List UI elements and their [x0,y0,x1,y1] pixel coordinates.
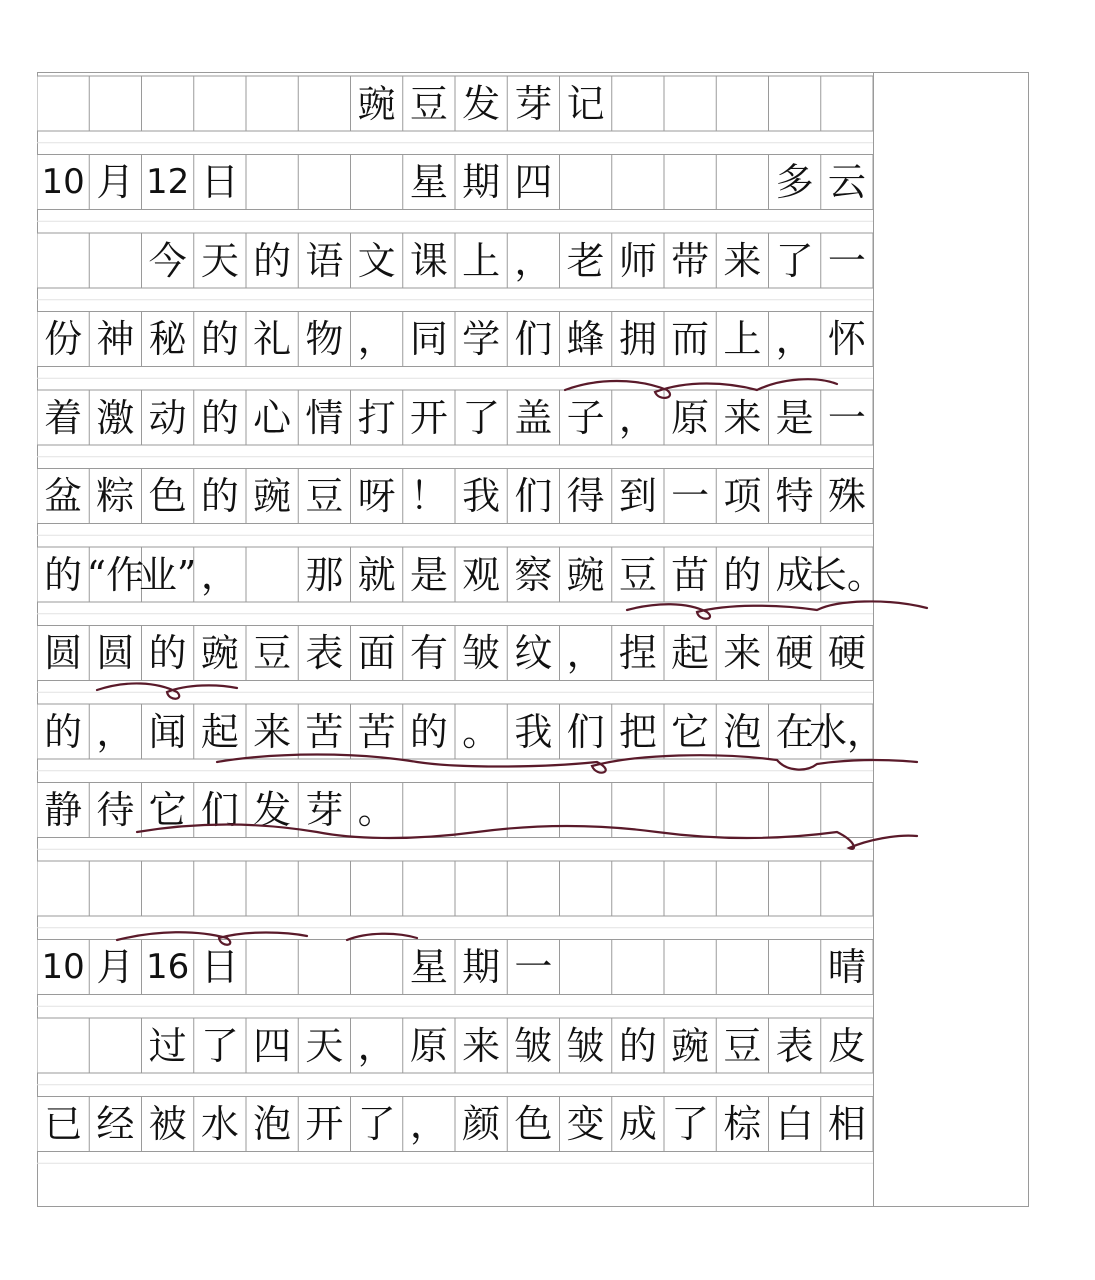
text-row [37,233,873,288]
grid-cell: 月 [96,945,135,989]
grid-cell [612,861,664,916]
grid-cell: 原 [671,395,710,440]
grid-cell: 成 [618,1102,657,1146]
grid-cell: 10 [41,947,85,987]
grid-cell: 拥 [618,317,657,361]
grid-cell: 的 [44,552,83,597]
grid-cell: ， [200,552,239,597]
grid-cell: 一 [514,945,553,989]
grid-cell: 学 [462,317,501,361]
grid-cell: 它 [671,709,710,754]
grid-cell: 一 [671,474,710,518]
grid-cell: 察 [514,552,553,597]
grid-cell: ， [409,1102,448,1146]
title-char [142,76,194,131]
grid-cell [769,861,821,916]
grid-cell: 礼 [253,317,292,361]
grid-cell: 月 [96,160,135,204]
grid-cell: 豆 [305,474,344,518]
title-char [89,76,141,131]
grid-cell [821,783,873,838]
grid-cell [769,783,821,838]
blank-row [37,861,873,916]
grid-cell [821,861,873,916]
grid-cell: 一 [827,395,866,440]
grid-cell: 圆 [44,631,83,675]
grid-cell: 表 [775,1023,814,1068]
grid-cell [351,861,403,916]
grid-cell: ， [618,395,657,440]
grid-cell: ！ [409,474,448,518]
grid-cell: ， [566,631,605,675]
grid-cell: 豆 [723,1023,762,1068]
grid-cell: 硬 [775,631,814,675]
grid-cell: 星 [409,945,448,989]
grid-cell: 情 [305,395,344,440]
grid-cell: 多 [775,160,814,204]
grid-cell [246,155,298,210]
grid-cell [246,861,298,916]
grid-cell [403,783,455,838]
title-char: 发 [462,81,501,126]
grid-cell: 豆 [618,552,657,597]
grid-cell: 已 [44,1102,83,1146]
grid-cell: ， [775,317,814,361]
grid-cell: 打 [357,395,396,440]
grid-cell [560,861,612,916]
grid-cell: 来 [723,631,762,675]
grid-cell: 我 [462,474,501,518]
grid-cell: 水， [808,709,885,754]
grid-cell [560,155,612,210]
text-row [37,547,885,602]
title-char [37,76,89,131]
title-char: 记 [566,81,605,126]
grid-cell: 四 [514,160,553,204]
grid-cell: 了 [671,1102,710,1146]
grid-cell: 是 [775,395,814,440]
grid-cell: 今 [148,238,187,283]
grid-cell: 文 [357,238,396,283]
grid-cell: 蜂 [566,317,605,361]
grid-cell: 的 [44,709,83,754]
grid-cell: 了 [200,1023,239,1068]
essay-grid-paper [37,72,1029,1207]
grid-cell: 呀 [357,474,396,518]
grid-cell: 开 [305,1102,344,1146]
grid-cell [37,1018,89,1073]
text-row [37,390,873,445]
grid-cell: 一 [827,238,866,283]
grid-cell: 圆 [96,631,135,675]
date-row [37,155,873,210]
grid-cell: 的 [618,1023,657,1068]
grid-cell: 原 [409,1023,448,1068]
grid-cell [298,940,350,995]
grid-cell: 动 [148,395,187,440]
grid-cell: ， [357,1023,396,1068]
grid-cell: 豌 [566,552,605,597]
grid-cell: 成 [775,552,814,597]
grid-cell: 们 [200,788,239,832]
grid-cell: 表 [305,631,344,675]
grid-cell: 们 [566,709,605,754]
grid-cell: 水 [200,1102,239,1146]
grid-cell: 的 [148,631,187,675]
grid-cell: 色 [148,474,187,518]
grid-cell [507,783,559,838]
grid-cell: 来 [253,709,292,754]
title-char [612,76,664,131]
grid-cell: 而 [671,317,710,361]
grid-cell [612,940,664,995]
title-row [37,76,873,131]
grid-cell: 课 [409,238,448,283]
grid-cell [89,233,141,288]
grid-cell: 们 [514,317,553,361]
grid-cell [716,155,768,210]
grid-cell: 子 [566,395,605,440]
grid-cell: 变 [566,1102,605,1146]
grid-cell: 盆 [44,474,83,518]
grid-cell: 得 [566,474,605,518]
grid-cell [716,940,768,995]
grid-cell: 们 [514,474,553,518]
grid-cell: 秘 [148,317,187,361]
grid-cell [89,1018,141,1073]
grid-cell: 颜 [462,1102,501,1146]
grid-cell: ， [96,709,135,754]
grid-cell: 苗 [671,552,710,597]
text-row [37,1018,873,1073]
grid-cell: 泡 [253,1102,292,1146]
grid-cell: 盖 [514,395,553,440]
grid-cell: 待 [96,788,135,832]
grid-cell: ， [357,317,396,361]
grid-cell [455,783,507,838]
grid-cell: 泡 [723,709,762,754]
grid-cell: 星 [409,160,448,204]
grid-cell [455,861,507,916]
grid-cell: 期 [462,945,501,989]
grid-cell [507,861,559,916]
grid-cell: 过 [148,1023,187,1068]
grid-cell: 在 [775,709,814,754]
grid-cell: 云 [827,160,866,204]
grid-cell: 上 [723,317,762,361]
grid-cell: 捏 [618,631,657,675]
text-row [37,626,873,681]
grid-cell: 物 [305,317,344,361]
grid-cell: 皱 [514,1023,553,1068]
grid-cell: 苦 [357,709,396,754]
grid-cell: 怀 [827,317,866,361]
grid-cell: 天 [305,1023,344,1068]
grid-cell: 观 [462,552,501,597]
grid-cell: 相 [827,1102,866,1146]
grid-cell: 晴 [827,945,866,989]
grid-cell: 神 [96,317,135,361]
grid-cell: 把 [618,709,657,754]
text-row [37,469,873,524]
grid-cell: 经 [96,1102,135,1146]
title-char [716,76,768,131]
grid-cell: 皮 [827,1023,866,1068]
text-row [37,704,885,759]
grid-cell: 来 [462,1023,501,1068]
grid-cell: 面 [357,631,396,675]
grid-cell: 皱 [462,631,501,675]
grid-cell [560,940,612,995]
grid-cell [298,861,350,916]
grid-cell: 天 [200,238,239,283]
grid-cell: 被 [148,1102,187,1146]
grid-cell: 份 [44,317,83,361]
grid-cell: 。 [462,709,501,754]
title-char: 豌 [357,81,396,126]
grid-cell: 豌 [253,474,292,518]
grid-cell: 静 [44,788,83,832]
grid-cell [37,861,89,916]
grid-cell: 特 [775,474,814,518]
grid-cell: 到 [618,474,657,518]
grid-cell [560,783,612,838]
grid-cell: 色 [514,1102,553,1146]
grid-cell [612,783,664,838]
text-row [37,783,873,838]
grid-cell [769,940,821,995]
title-char [821,76,873,131]
grid-cell: 白 [775,1102,814,1146]
grid-cell: 就 [357,552,396,597]
grid-cell: 芽 [305,788,344,832]
grid-cell: 豌 [200,631,239,675]
grid-cell [403,861,455,916]
grid-cell: 闻 [148,709,187,754]
grid-cell: 起 [200,709,239,754]
grid-cell: 我 [514,709,553,754]
grid-cell: 来 [723,238,762,283]
grid-cell: 10 [41,162,85,202]
grid-cell [664,861,716,916]
grid-cell: 激 [96,395,135,440]
grid-cell: 殊 [827,474,866,518]
title-char: 芽 [514,81,553,126]
text-row [37,312,873,367]
grid-cell: 着 [44,395,83,440]
title-char [246,76,298,131]
grid-cell: 项 [723,474,762,518]
grid-cell: 的 [253,238,292,283]
grid-cell: 师 [618,238,657,283]
grid-cell: 上 [462,238,501,283]
grid-cell: 开 [409,395,448,440]
grid-cell [194,861,246,916]
grid-cell: 苦 [305,709,344,754]
grid-cell: 同 [409,317,448,361]
grid-cell: 了 [775,238,814,283]
title-char [194,76,246,131]
grid-cell: ， [514,238,553,283]
grid-cell [142,861,194,916]
grid-cell: 日 [200,160,239,204]
grid-cell: 皱 [566,1023,605,1068]
grid-cell: 了 [357,1102,396,1146]
grid-cell: 业” [138,552,197,597]
grid-cell: 的 [200,474,239,518]
grid-cell: 的 [200,395,239,440]
title-char [298,76,350,131]
grid-cell [246,940,298,995]
title-char [664,76,716,131]
grid-cell: “作 [86,552,145,597]
grid-cell: 了 [462,395,501,440]
title-char [769,76,821,131]
grid-cell: 有 [409,631,448,675]
grid-cell: 豌 [671,1023,710,1068]
grid-cell: 16 [145,947,190,987]
date-row [37,940,873,995]
grid-cell: 粽 [96,474,135,518]
grid-cell: 长。 [808,552,885,597]
grid-cell: 的 [723,552,762,597]
title-char: 豆 [409,81,448,126]
grid-cell: 的 [200,317,239,361]
grid-cell: 硬 [827,631,866,675]
grid-cell [716,783,768,838]
text-row [37,1097,873,1152]
grid-cell: 语 [305,238,344,283]
grid-cell: 它 [148,788,187,832]
grid-cell: 起 [671,631,710,675]
grid-cell: 日 [200,945,239,989]
grid-cell [37,233,89,288]
grid-cell [351,940,403,995]
grid-cell: 是 [409,552,448,597]
grid-cell [664,940,716,995]
grid-cell [246,547,298,602]
grid-cell: 带 [671,238,710,283]
grid-cell [89,861,141,916]
grid-cell: 心 [253,395,292,440]
grid-cell: 来 [723,395,762,440]
grid-cell [298,155,350,210]
grid-cell: 豆 [253,631,292,675]
grid-cell [664,783,716,838]
grid-cell: 的 [409,709,448,754]
grid-cell: 那 [305,552,344,597]
grid-cell: 四 [253,1023,292,1068]
grid-cell: 期 [462,160,501,204]
grid-cell: 12 [145,162,190,202]
grid-cell: 纹 [514,631,553,675]
grid-cell [351,155,403,210]
grid-cell [664,155,716,210]
grid-cell [612,155,664,210]
grid-cell: 老 [566,238,605,283]
grid-cell: 。 [357,788,396,832]
grid-cell [716,861,768,916]
grid-cell: 发 [253,788,292,832]
grid-cell: 棕 [723,1102,762,1146]
